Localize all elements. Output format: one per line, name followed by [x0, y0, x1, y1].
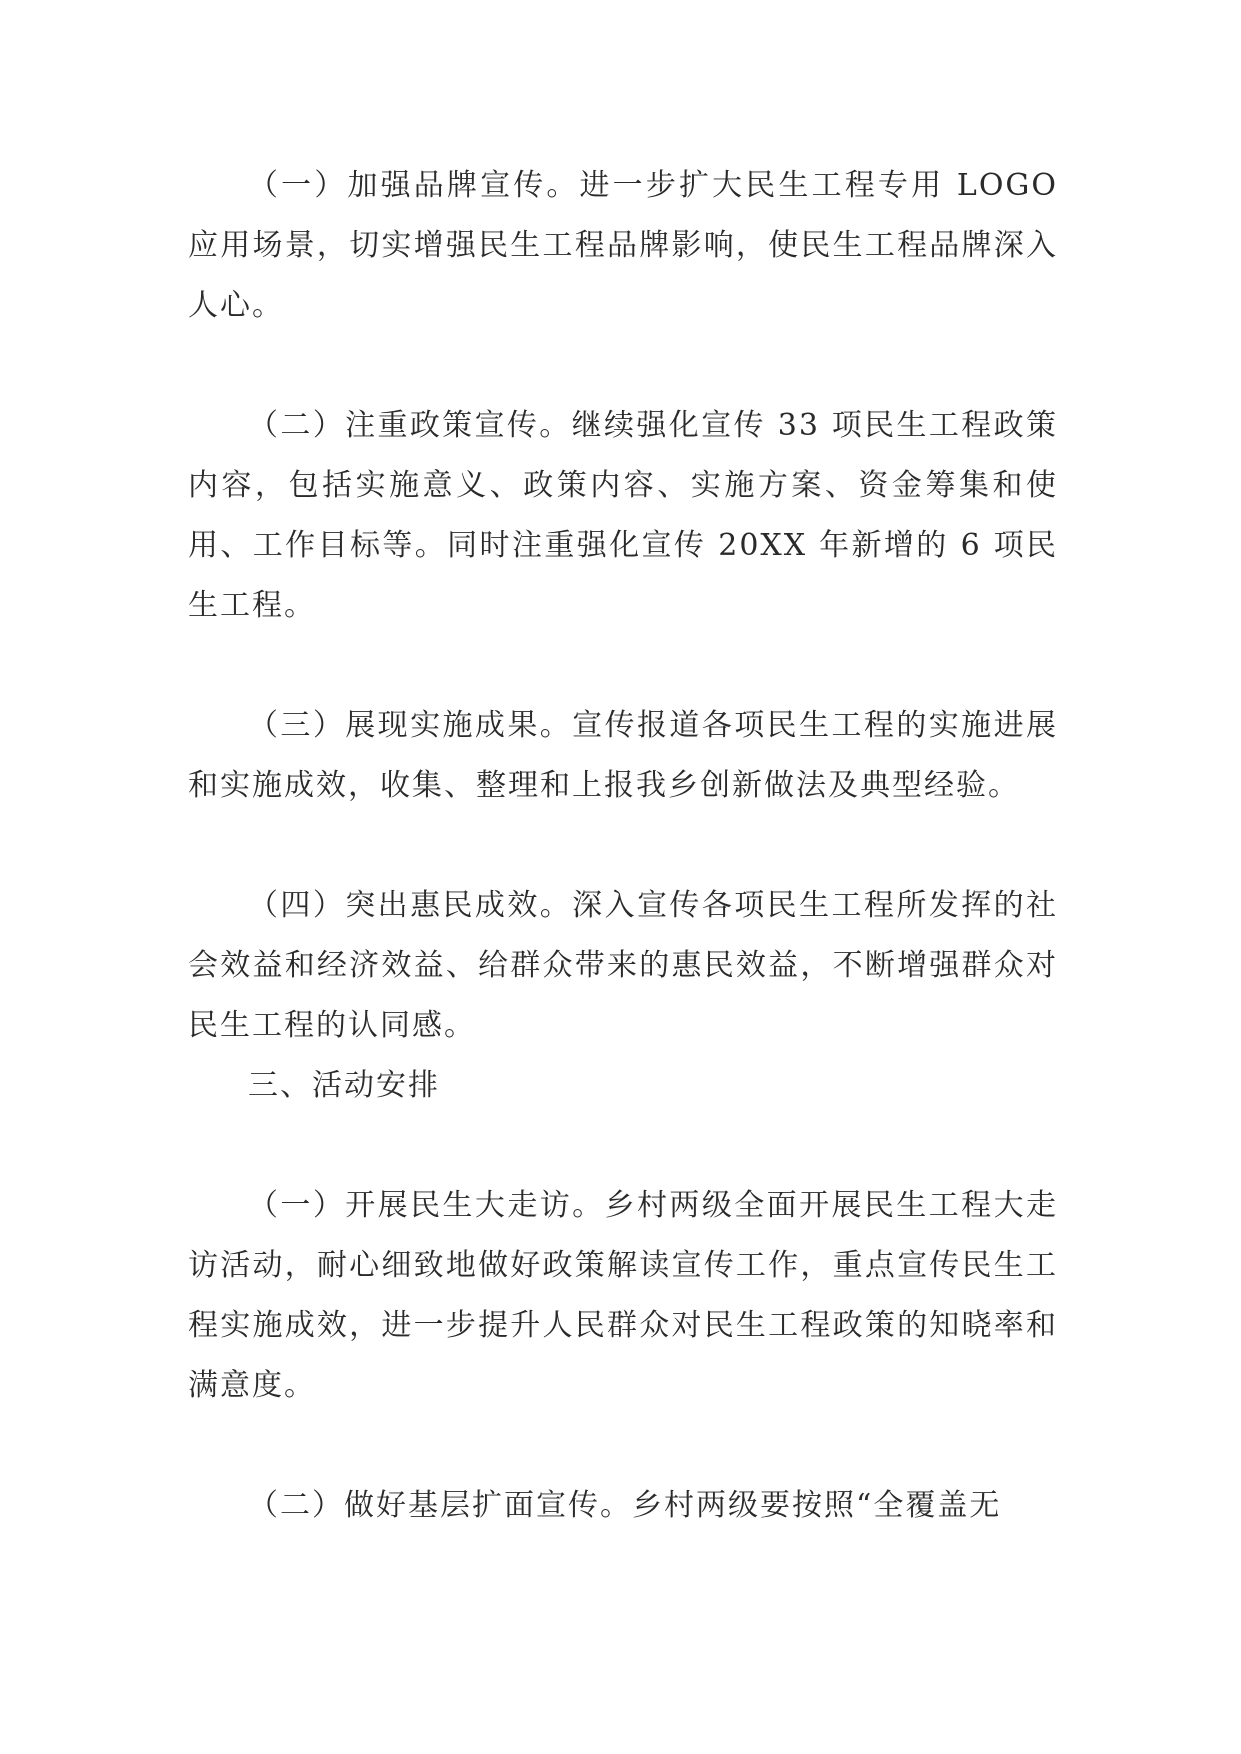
- document-body: [188, 156, 1058, 1536]
- paragraph-brand-promotion: （一）加强品牌宣传。进一步扩大民生工程专用 LOGO 应用场景，切实增强民生工程品牌影响，使民生工程品牌深入人心。: [188, 168, 1058, 323]
- section-heading-activity-arrangement: 三、活动安排: [248, 1068, 440, 1103]
- paragraph-visit-campaign: （一）开展民生大走访。乡村两级全面开展民生工程大走访活动，耐心细致地做好政策解读宣传工作，重点宣传民生工程实施成效，进一步提升人民群众对民生工程政策的知晓率和满意度。: [188, 1188, 1058, 1403]
- paragraph-benefit-outcomes: （四）突出惠民成效。深入宣传各项民生工程所发挥的社会效益和经济效益、给群众带来的惠民效益，不断增强群众对民生工程的认同感。: [188, 888, 1058, 1043]
- paragraph-implementation-results: （三）展现实施成果。宣传报道各项民生工程的实施进展和实施成效，收集、整理和上报我乡创新做法及典型经验。: [188, 708, 1058, 803]
- paragraph-policy-promotion: （二）注重政策宣传。继续强化宣传 33 项民生工程政策内容，包括实施意义、政策内容、实施方案、资金筹集和使用、工作目标等。同时注重强化宣传 20XX 年新增的 6 项民生工程。: [188, 408, 1058, 623]
- paragraph-grassroots-promotion: （二）做好基层扩面宣传。乡村两级要按照“全覆盖无: [248, 1488, 1002, 1523]
